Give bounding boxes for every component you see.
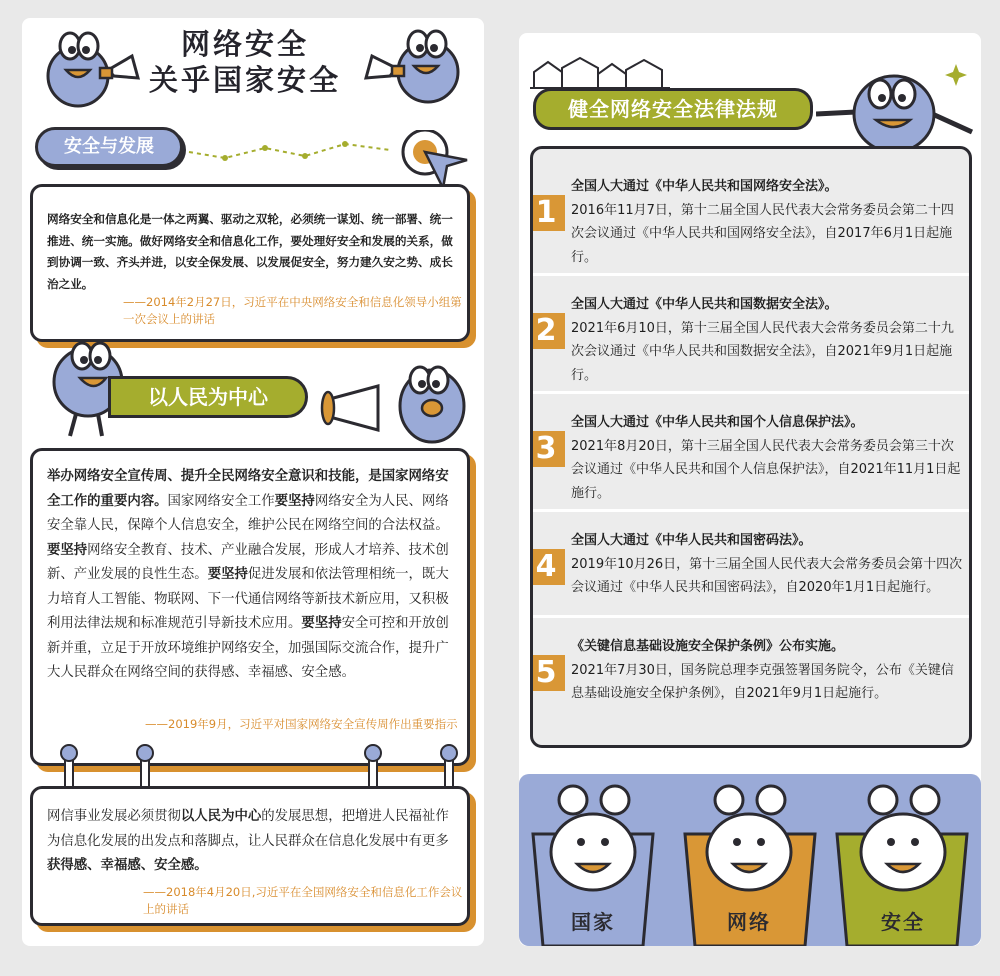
law-list-panel — [530, 146, 972, 748]
law-number-badge: 3 — [530, 431, 565, 467]
text-run: 网络安全为人民、网络安全靠人民，保障个人信息安全，维护公民在网络空间的合法权益。 — [47, 493, 449, 533]
section-tag-security-development: 安全与发展 — [35, 127, 183, 167]
keyword: 获得感、幸福感、安全感。 — [47, 858, 208, 873]
quote-text: 网络安全和信息化是一体之两翼、驱动之双轮，必须统一谋划、统一部署、统一推进、统一实施。做好网络安全和信息化工作，要处理好安全和发展的关系，做到协调一致、齐头并进，以安全保发展、以发展促安全，努力建久安之势、成长治之业。 — [47, 212, 453, 291]
text-run: 网络安全教育、技术、产业融合发展，形成人才培养、技术创新、产业发展的良性生态。 — [47, 542, 449, 582]
law-separator — [533, 615, 969, 618]
law-heading: 全国人大通过《中华人民共和国密码法》。 — [571, 533, 812, 548]
keyword: 要坚持 — [301, 616, 342, 631]
law-text — [571, 635, 963, 706]
text-run: 促进发展和依法管理相统一，既大力培育人工智能、物联网、下一代通信网络等新技术新应用，又积极利用法律法规和标准规范引导新技术应用。 — [47, 567, 449, 631]
law-heading: 全国人大通过《中华人民共和国数据安全法》。 — [571, 297, 838, 312]
quote-source: ——2019年9月，习近平对国家网络安全宣传周作出重要指示 — [145, 717, 458, 731]
lead-sentence: 举办网络安全宣传周、提升全民网络安全意识和技能，是国家网络安全工作的重要内容。 — [47, 469, 449, 509]
text-run: 安全可控和开放创新并重，立足于开放环境维护网络安全，加强国际交流合作，提升广大人民群众在网络空间的获得感、幸福感、安全感。 — [47, 616, 449, 680]
text-run: 网信事业发展必须贯彻 — [47, 809, 181, 824]
law-heading: 《关键信息基础设施安全保护条例》公布实施。 — [571, 639, 845, 654]
quote-body — [47, 465, 461, 686]
houses-skyline-icon — [530, 54, 670, 90]
law-body: 2016年11月7日，第十二届全国人民代表大会常务委员会第二十四次会议通过《中华人民共和国网络安全法》，自2017年6月1日起施行。 — [571, 202, 954, 265]
law-text — [571, 175, 963, 269]
quote-source: ——2014年2月27日，习近平在中央网络安全和信息化领导小组第一次会议上的讲话 — [123, 295, 462, 326]
title-line-1: 网络安全 — [180, 27, 309, 61]
law-text — [571, 529, 963, 600]
section-tag-people-centered: 以人民为中心 — [108, 376, 308, 418]
keyword: 要坚持 — [47, 542, 88, 558]
text-run: 国家网络安全工作 — [167, 493, 275, 509]
label-security: 安全 — [881, 910, 925, 934]
law-body: 2019年10月26日，第十三届全国人民代表大会常务委员会第十四次会议通过《中华人民共和国密码法》，自2020年1月1日起施行。 — [571, 556, 963, 595]
label-country: 国家 — [571, 910, 615, 934]
law-body: 2021年6月10日，第十三届全国人民代表大会常务委员会第二十九次会议通过《中华人民共和国数据安全法》，自2021年9月1日起施行。 — [571, 320, 954, 383]
law-heading: 全国人大通过《中华人民共和国个人信息保护法》。 — [571, 415, 864, 430]
label-network: 网络 — [727, 910, 771, 934]
keyword: 要坚持 — [207, 567, 248, 582]
keyword: 要坚持 — [274, 493, 315, 509]
text-run: 的发展思想，把增进人民福祉作为信息化发展的出发点和落脚点，让人民群众在信息化发展中有更多 — [47, 809, 449, 849]
law-text — [571, 293, 963, 387]
title-line-2: 关乎国家安全 — [148, 63, 341, 97]
law-separator — [533, 509, 969, 512]
quote-source: ——2018年4月20日,习近平在全国网络安全和信息化工作会议上的讲话 — [143, 885, 463, 916]
bottom-illustration-panel — [519, 774, 981, 946]
law-number-badge: 4 — [530, 549, 565, 585]
law-number-badge: 2 — [530, 313, 565, 349]
law-heading: 全国人大通过《中华人民共和国网络安全法》。 — [571, 179, 838, 194]
mascot-megaphone-right-icon — [356, 20, 476, 108]
law-separator — [533, 391, 969, 394]
mascot-megaphone-shouting-icon — [320, 360, 470, 450]
law-body: 2021年7月30日，国务院总理李克强签署国务院令，公布《关键信息基础设施安全保护条例》，自2021年9月1日起施行。 — [571, 662, 954, 701]
quote-body — [47, 805, 461, 879]
quote-card-security-development — [30, 184, 470, 342]
law-body: 2021年8月20日，第十三届全国人民代表大会常务委员会第三十次会议通过《中华人民共和国个人信息保护法》，自2021年11月1日起施行。 — [571, 438, 961, 501]
mascot-arms-out-icon — [816, 58, 986, 154]
quote-card-people-centered — [30, 448, 470, 766]
law-number-badge: 5 — [530, 655, 565, 691]
keyword: 以人民为中心 — [180, 809, 262, 824]
section-tag-laws: 健全网络安全法律法规 — [533, 88, 813, 130]
law-text — [571, 411, 963, 505]
law-number-badge: 1 — [530, 195, 565, 231]
quote-card-cyber-development — [30, 786, 470, 926]
page-title — [120, 26, 370, 98]
law-separator — [533, 273, 969, 276]
